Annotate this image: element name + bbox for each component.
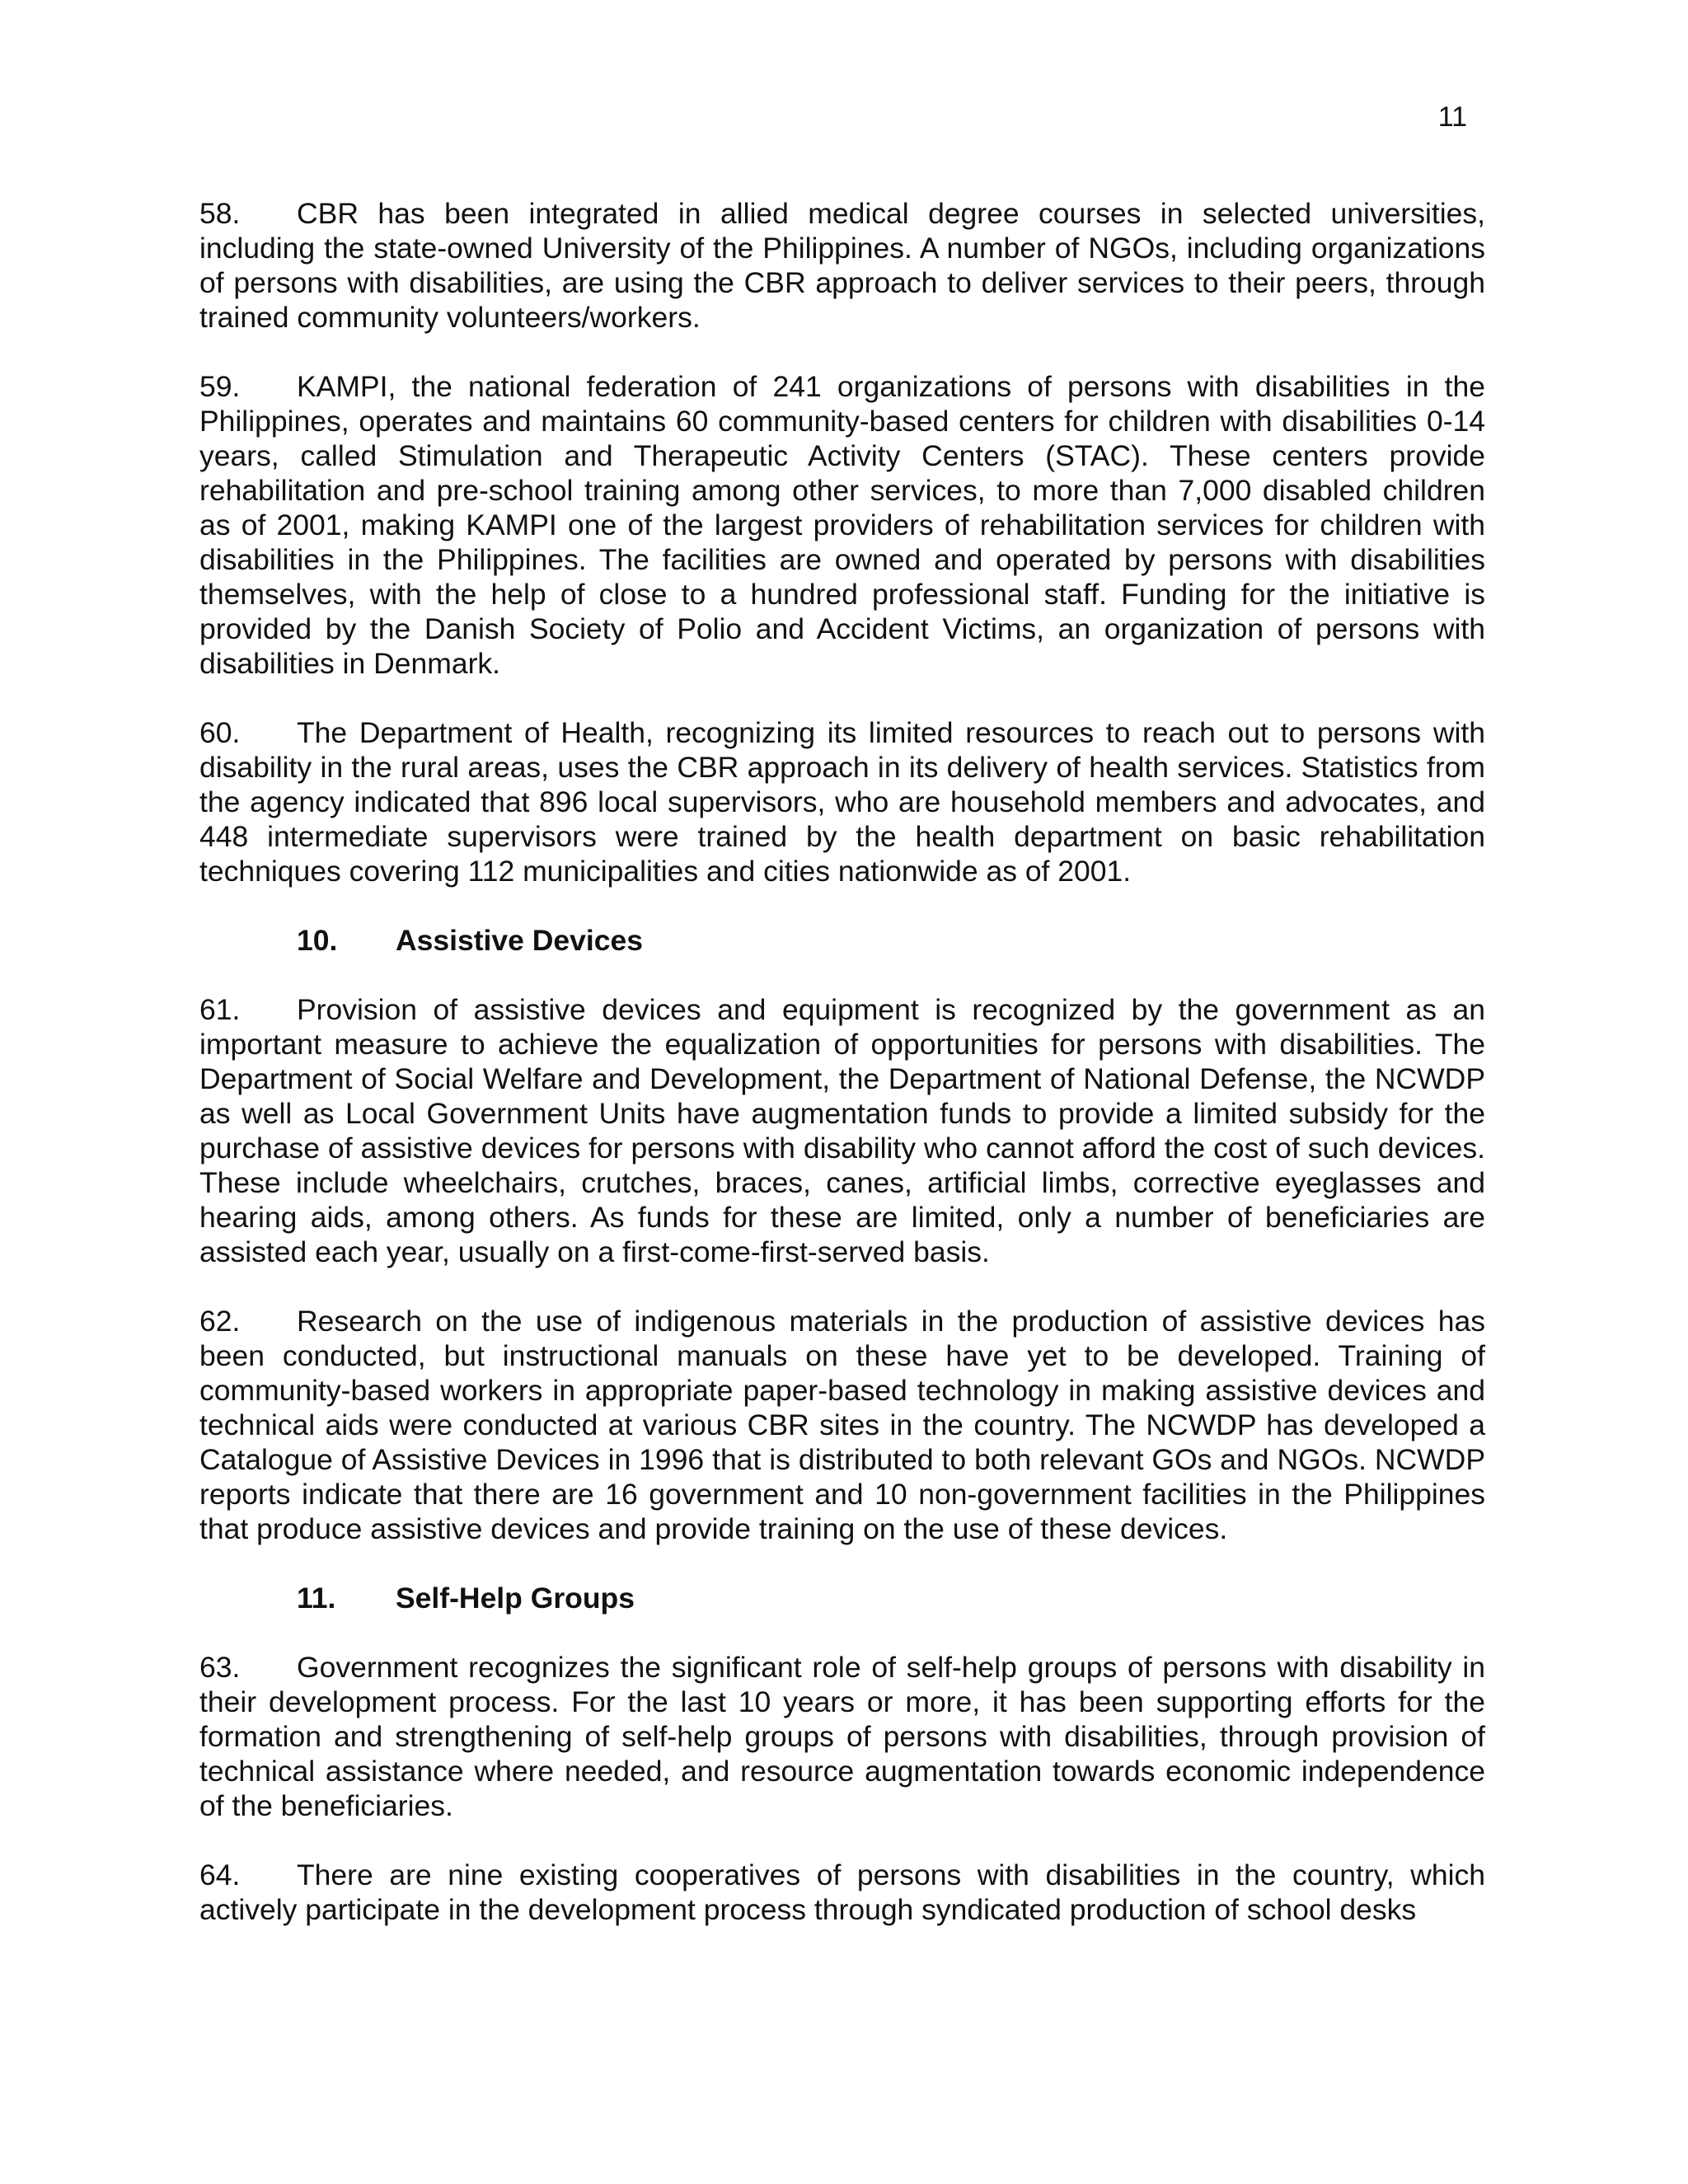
paragraph-63	[199, 1650, 1485, 1823]
paragraph-59	[199, 369, 1485, 681]
paragraph-number: 59.	[199, 370, 241, 403]
paragraph-number: 64.	[199, 1858, 241, 1891]
section-number: 10.	[297, 924, 338, 957]
paragraph-61	[199, 992, 1485, 1269]
paragraph-text: CBR has been integrated in allied medical degree courses in selected universities, including the state-owned University of the Philippines. A number of NGOs, including organizations of persons with disabilities, are using the CBR approach to deliver services to their peers, through trained community volunteers/workers.	[199, 197, 1485, 334]
paragraph-62	[199, 1304, 1485, 1546]
paragraph-text: Government recognizes the significant role of self-help groups of persons with disability in their development process. For the last 10 years or more, it has been supporting efforts for the formation and strengthening of self-help groups of persons with disabilities, through provision of technical assistance where needed, and resource augmentation towards economic independence of the beneficiaries.	[199, 1651, 1485, 1822]
paragraph-number: 63.	[199, 1651, 241, 1684]
paragraph-60	[199, 715, 1485, 888]
page-number: 11	[1437, 101, 1467, 133]
section-number: 11.	[297, 1582, 336, 1615]
section-heading-self-help-groups	[297, 1581, 1485, 1615]
paragraph-text: Research on the use of indigenous materials in the production of assistive devices has been conducted, but instructional manuals on these have yet to be developed. Training of community-based workers in appropriate paper-based technology in making assistive devices and technical aids were conducted at various CBR sites in the country. The NCWDP has developed a Catalogue of Assistive Devices in 1996 that is distributed to both relevant GOs and NGOs. NCWDP reports indicate that there are 16 government and 10 non-government facilities in the Philippines that produce assistive devices and provide training on the use of these devices.	[199, 1305, 1485, 1545]
paragraph-number: 60.	[199, 716, 241, 749]
section-title: Assistive Devices	[396, 924, 643, 957]
paragraph-text: The Department of Health, recognizing its limited resources to reach out to persons with disability in the rural areas, uses the CBR approach in its delivery of health services. Statistics from the agency indicated that 896 local supervisors, who are household members and advocates, and 448 intermediate supervisors were trained by the health department on basic rehabilitation techniques covering 112 municipalities and cities nationwide as of 2001.	[199, 716, 1485, 888]
paragraph-number: 61.	[199, 993, 241, 1026]
paragraph-text: Provision of assistive devices and equipment is recognized by the government as an important measure to achieve the equalization of opportunities for persons with disabilities. The Department of Social Welfare and Development, the Department of National Defense, the NCWDP as well as Local Government Units have augmentation funds to provide a limited subsidy for the purchase of assistive devices for persons with disability who cannot afford the cost of such devices. These include wheelchairs, crutches, braces, canes, artificial limbs, corrective eyeglasses and hearing aids, among others. As funds for these are limited, only a number of beneficiaries are assisted each year, usually on a first-come-first-served basis.	[199, 993, 1485, 1268]
paragraph-number: 58.	[199, 197, 241, 230]
paragraph-58	[199, 196, 1485, 335]
paragraph-text: KAMPI, the national federation of 241 organizations of persons with disabilities in the Philippines, operates and maintains 60 community-based centers for children with disabilities 0-14 years, called Stimulation and Therapeutic Activity Centers (STAC). These centers provide rehabilitation and pre-school training among other services, to more than 7,000 disabled children as of 2001, making KAMPI one of the largest providers of rehabilitation services for children with disabilities in the Philippines. The facilities are owned and operated by persons with disabilities themselves, with the help of close to a hundred professional staff. Funding for the initiative is provided by the Danish Society of Polio and Accident Victims, an organization of persons with disabilities in Denmark.	[199, 370, 1485, 680]
paragraph-text: There are nine existing cooperatives of persons with disabilities in the country, which actively participate in the development process through syndicated production of school desks	[199, 1858, 1485, 1926]
document-body	[199, 196, 1485, 1961]
paragraph-64	[199, 1858, 1485, 1927]
section-heading-assistive-devices	[297, 923, 1485, 958]
paragraph-number: 62.	[199, 1305, 241, 1338]
section-title: Self-Help Groups	[396, 1582, 635, 1615]
